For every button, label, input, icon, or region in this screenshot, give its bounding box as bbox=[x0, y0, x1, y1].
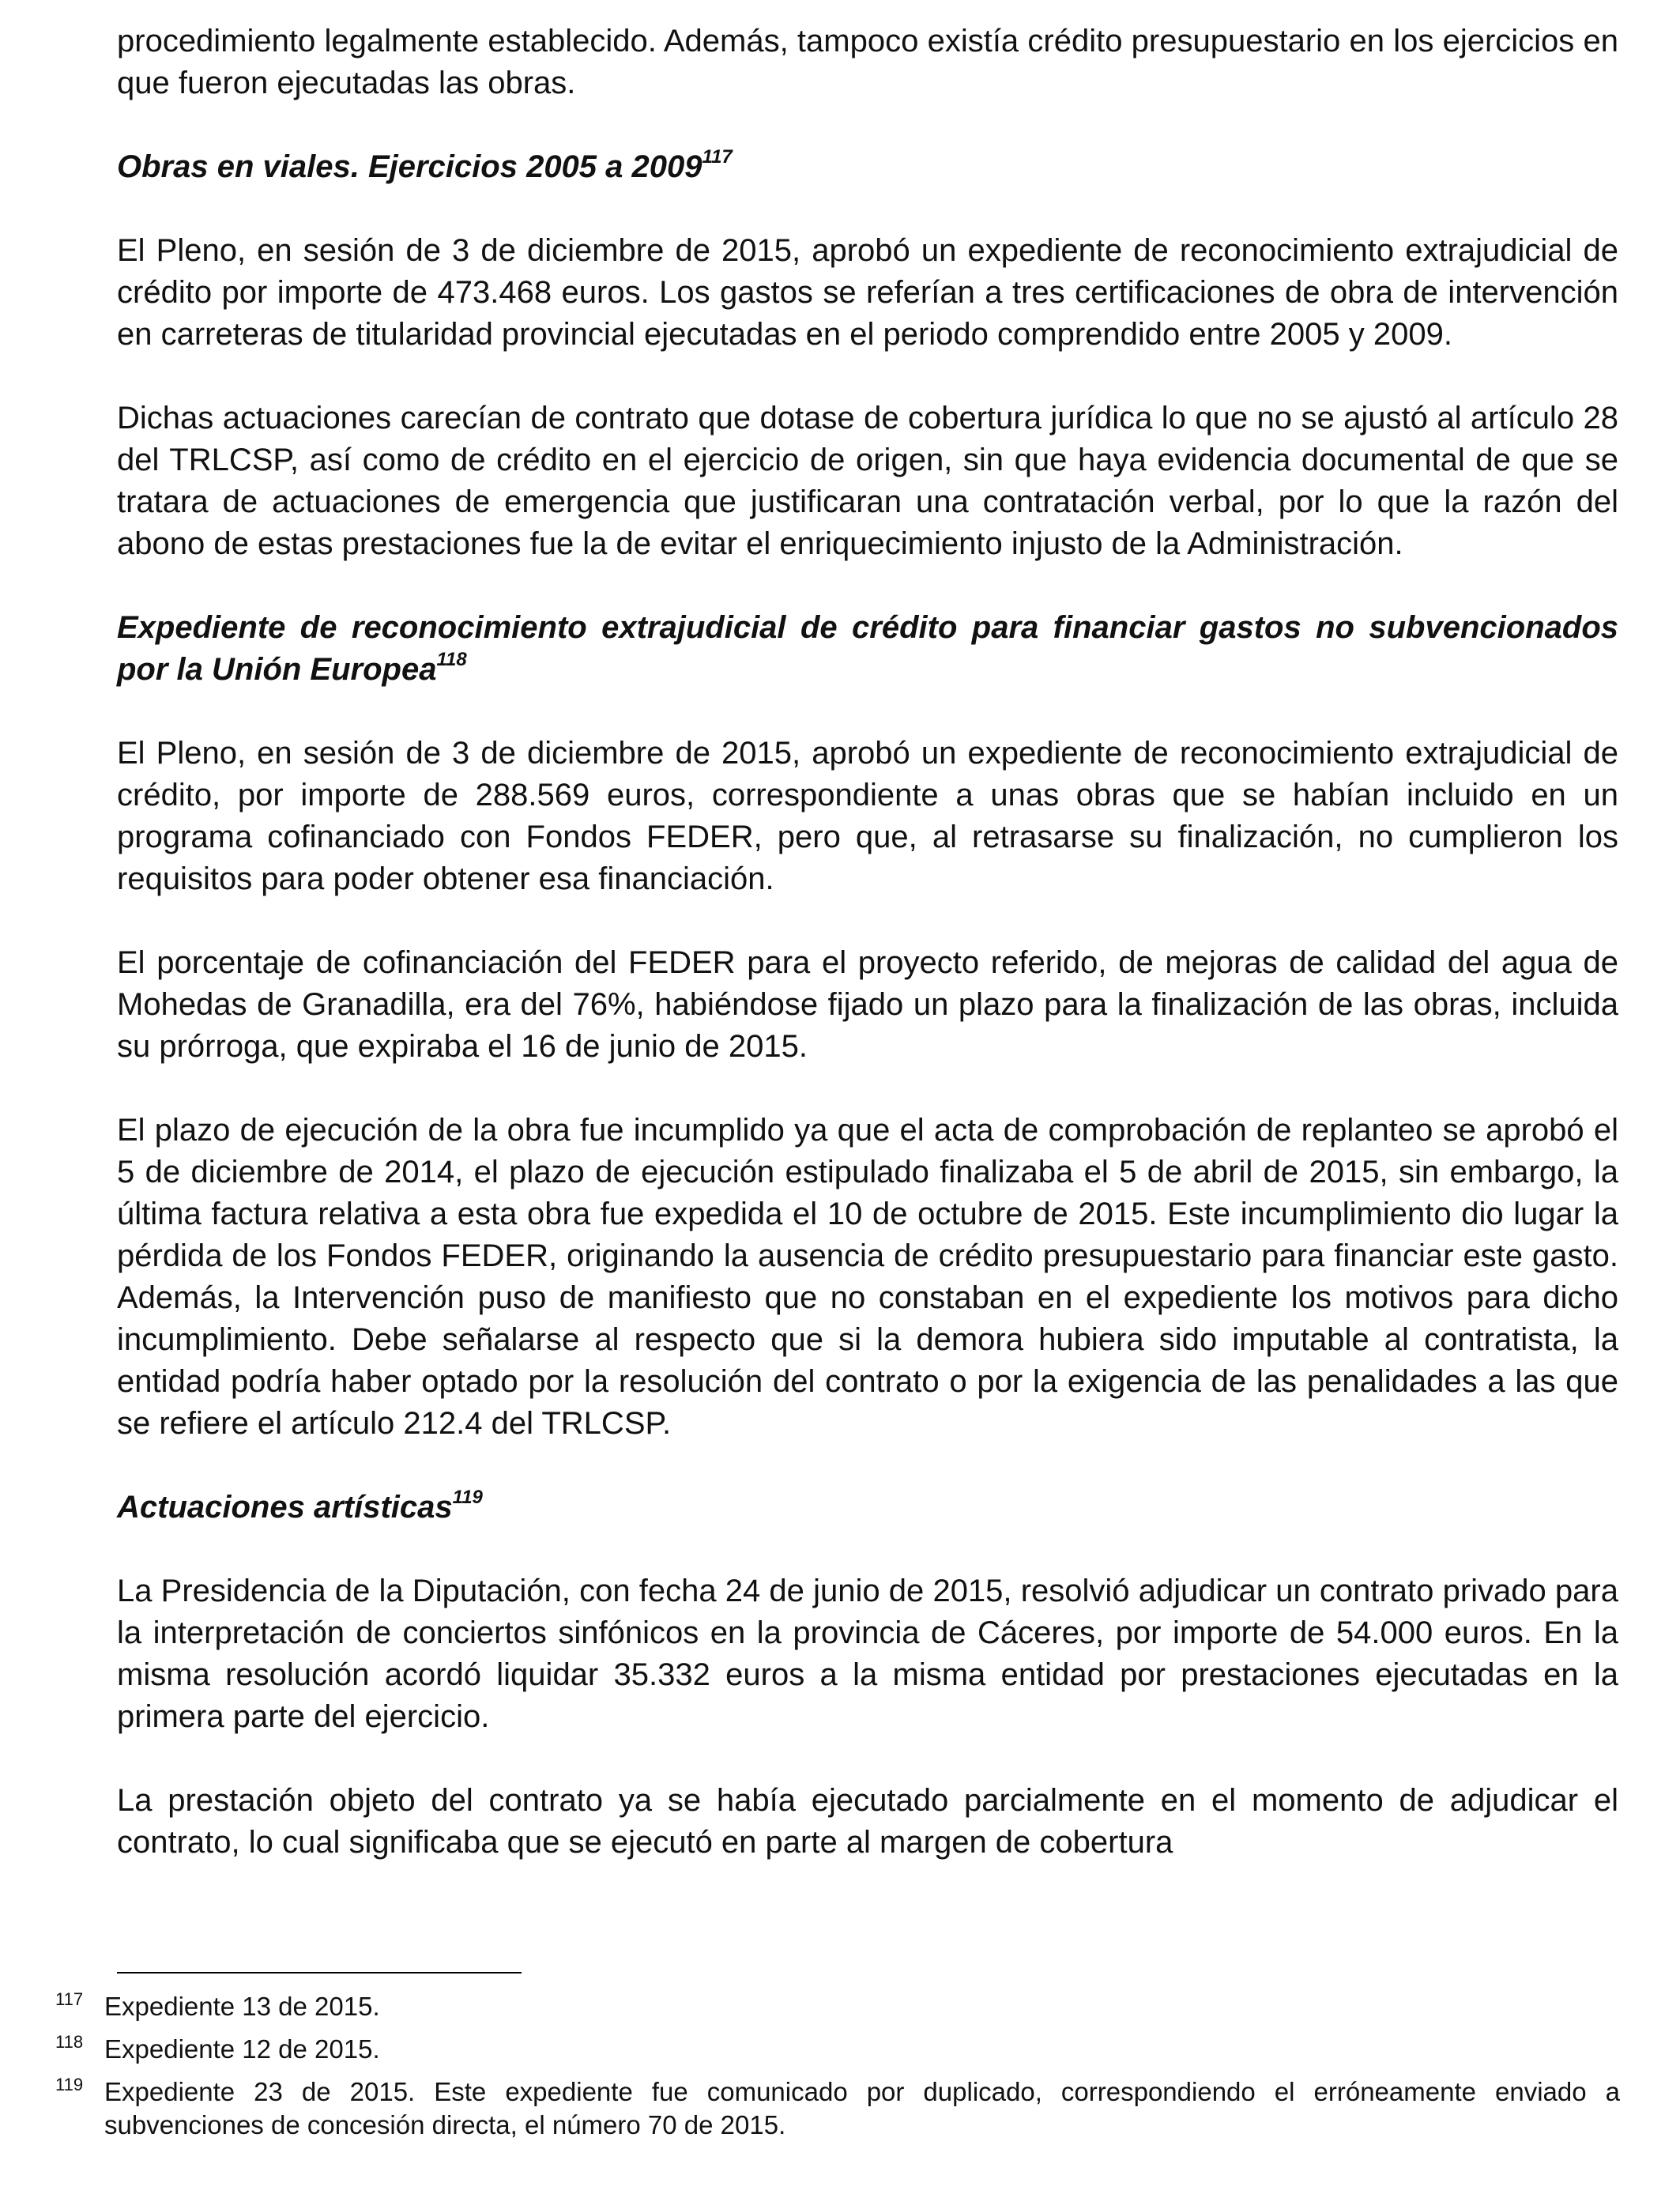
paragraph: Dichas actuaciones carecían de contrato que dotase de cobertura jurídica lo que no se ajustó al artículo 28 del TRLCSP, así como de crédito en el ejercicio de origen, sin que haya evidencia documental de que se tratara de actuaciones de emergencia que justificaran una contratación verbal, por lo que la razón del abono de estas prestaciones fue la de evitar el enriquecimiento injusto de la Administración. bbox=[117, 401, 1618, 561]
footnote-118 bbox=[55, 2033, 1620, 2066]
footnote-text: Expediente 12 de 2015. bbox=[104, 2034, 380, 2064]
footnotes bbox=[55, 1990, 1620, 2151]
heading-text: Actuaciones artísticas bbox=[117, 1490, 453, 1525]
heading-text: Expediente de reconocimiento extrajudicial de crédito para financiar gastos no subvencionados por la Unión Europea bbox=[117, 610, 1618, 687]
footnote-separator bbox=[117, 1972, 522, 1973]
section-heading-actuaciones bbox=[117, 1487, 1618, 1529]
section-heading-expediente bbox=[117, 607, 1618, 691]
footnote-text: Expediente 13 de 2015. bbox=[104, 1992, 380, 2021]
section-heading-obras-viales bbox=[117, 146, 1618, 188]
footnote-number: 117 bbox=[55, 1989, 84, 2009]
paragraph: La prestación objeto del contrato ya se había ejecutado parcialmente en el momento de adjudicar el contrato, lo cual significaba que se ejecutó en parte al margen de cobertura bbox=[117, 1783, 1618, 1860]
footnote-number: 118 bbox=[55, 2032, 84, 2052]
heading-text: Obras en viales. Ejercicios 2005 a 2009 bbox=[117, 149, 703, 184]
paragraph: El plazo de ejecución de la obra fue incumplido ya que el acta de comprobación de replanteo se aprobó el 5 de diciembre de 2014, el plazo de ejecución estipulado finalizaba el 5 de abril de 2015, sin embargo, la última factura relativa a esta obra fue expedida el 10 de octubre de 2015. Este incumplimiento dio lugar la pérdida de los Fondos FEDER, originando la ausencia de crédito presupuestario para financiar este gasto. Además, la Intervención puso de manifiesto que no constaban en el expediente los motivos para dicho incumplimiento. Debe señalarse al respecto que si la demora hubiera sido imputable al contratista, la entidad podría haber optado por la resolución del contrato o por la exigencia de las penalidades a las que se refiere el artículo 212.4 del TRLCSP. bbox=[117, 1113, 1618, 1441]
footnote-ref-119[interactable]: 119 bbox=[452, 1486, 483, 1508]
page-body bbox=[117, 21, 1618, 1864]
footnote-ref-117[interactable]: 117 bbox=[702, 145, 733, 168]
footnote-119 bbox=[55, 2075, 1620, 2142]
paragraph-continuation: procedimiento legalmente establecido. Además, tampoco existía crédito presupuestario en los ejercicios en que fueron ejecutadas las obras. bbox=[117, 24, 1618, 100]
paragraph: La Presidencia de la Diputación, con fecha 24 de junio de 2015, resolvió adjudicar un contrato privado para la interpretación de conciertos sinfónicos en la provincia de Cáceres, por importe de 54.000 euros. En la misma resolución acordó liquidar 35.332 euros a la misma entidad por prestaciones ejecutadas en la primera parte del ejercicio. bbox=[117, 1574, 1618, 1734]
footnote-ref-118[interactable]: 118 bbox=[436, 648, 467, 670]
paragraph: El Pleno, en sesión de 3 de diciembre de 2015, aprobó un expediente de reconocimiento extrajudicial de crédito, por importe de 288.569 euros, correspondiente a unas obras que se habían incluido en un programa cofinanciado con Fondos FEDER, pero que, al retrasarse su finalización, no cumplieron los requisitos para poder obtener esa financiación. bbox=[117, 736, 1618, 896]
footnote-117 bbox=[55, 1990, 1620, 2023]
footnote-number: 119 bbox=[55, 2075, 84, 2094]
paragraph: El Pleno, en sesión de 3 de diciembre de 2015, aprobó un expediente de reconocimiento extrajudicial de crédito por importe de 473.468 euros. Los gastos se referían a tres certificaciones de obra de intervención en carreteras de titularidad provincial ejecutadas en el periodo comprendido entre 2005 y 2009. bbox=[117, 233, 1618, 352]
footnote-text: Expediente 23 de 2015. Este expediente fue comunicado por duplicado, correspondiendo el erróneamente enviado a subvenciones de concesión directa, el número 70 de 2015. bbox=[104, 2077, 1620, 2139]
paragraph: El porcentaje de cofinanciación del FEDER para el proyecto referido, de mejoras de calidad del agua de Mohedas de Granadilla, era del 76%, habiéndose fijado un plazo para la finalización de las obras, incluida su prórroga, que expiraba el 16 de junio de 2015. bbox=[117, 945, 1618, 1064]
